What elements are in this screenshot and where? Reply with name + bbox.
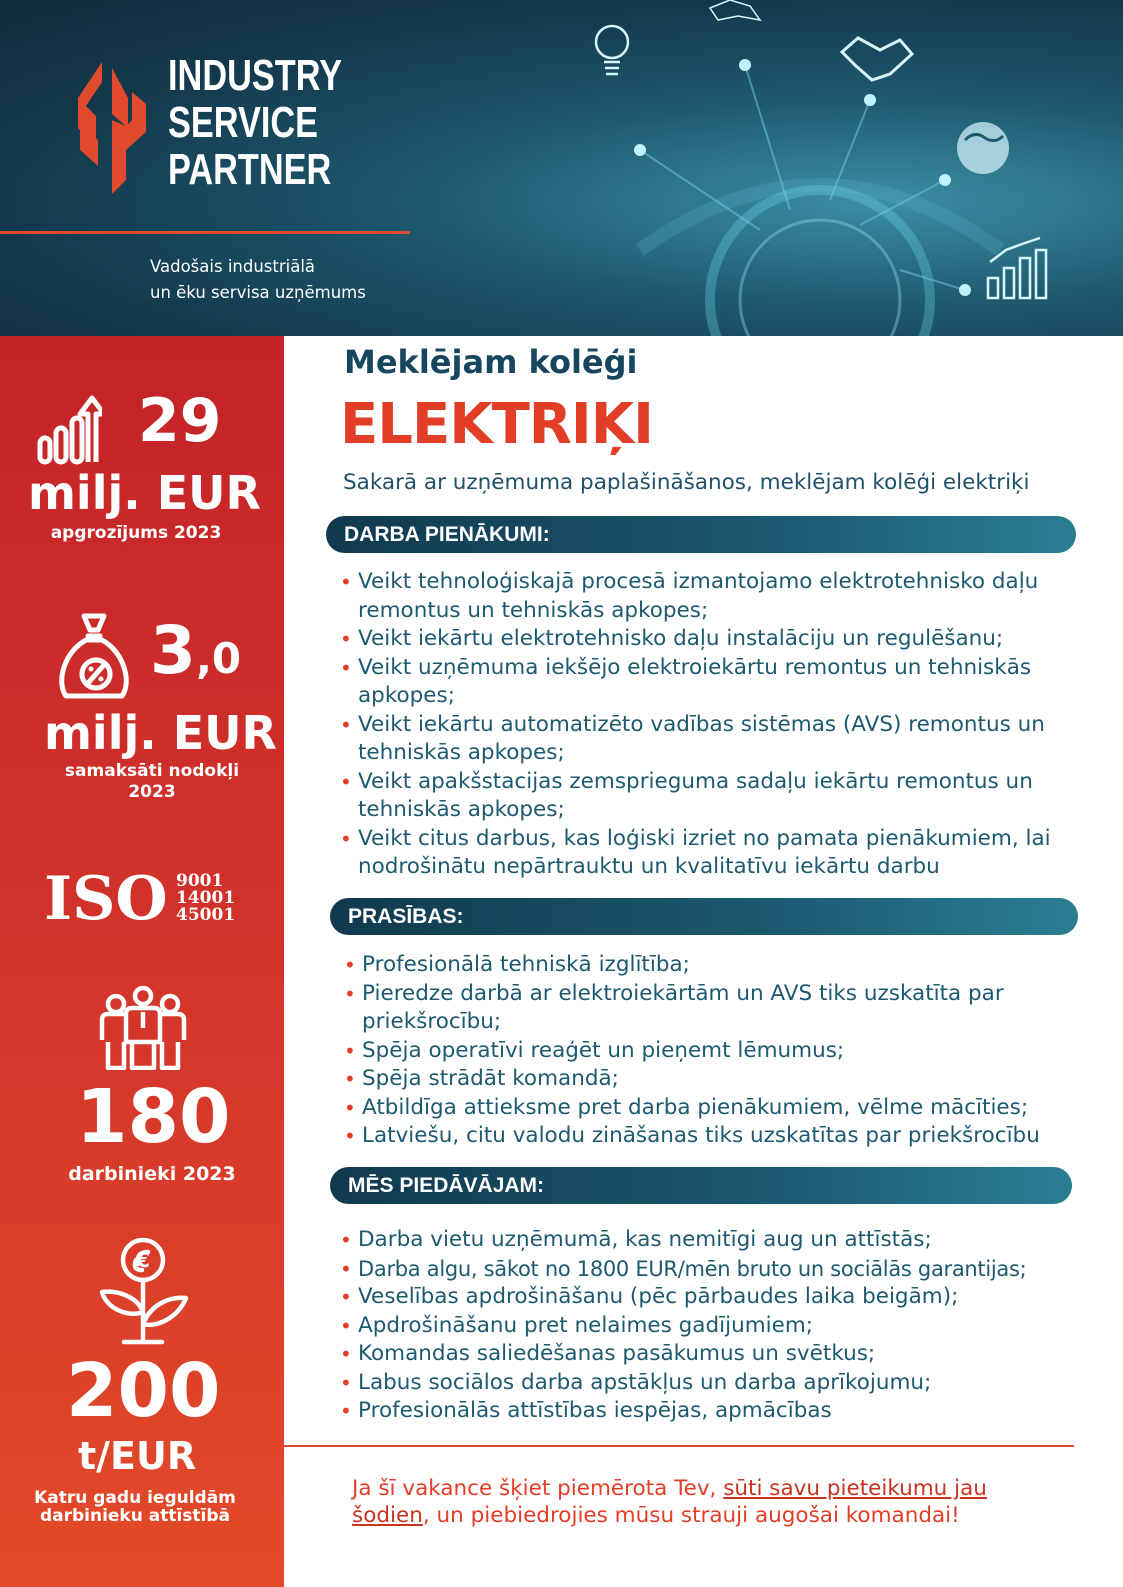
logo-line-3: PARTNER: [168, 145, 332, 194]
cta-text-after: , un piebiedrojies mūsu strauji augošai komandai!: [422, 1503, 960, 1528]
cta-text-before: Ja šī vakance šķiet piemērota Tev,: [352, 1476, 724, 1501]
list-item: • Spēja operatīvi reaģēt un pieņemt lēmumus;: [344, 1037, 1070, 1066]
network-brain-icon: [710, 0, 760, 20]
page-subheading: Meklējam kolēģi: [344, 343, 638, 381]
growth-chart-icon: [36, 394, 102, 466]
turnover-caption: apgrozījums 2023: [50, 523, 222, 543]
turnover-unit: milj. EUR: [28, 466, 261, 520]
investment-caption-line-1: Katru gadu ieguldām: [34, 1488, 236, 1508]
investment-value: 200: [66, 1348, 221, 1434]
page-title: ELEKTRIĶI: [340, 392, 653, 457]
turnover-value: 29: [138, 386, 222, 456]
taxes-caption: [0, 761, 304, 803]
section-offer-header: MĒS PIEDĀVĀJAM:: [330, 1167, 1072, 1204]
footer-divider: [284, 1445, 1074, 1447]
intro-text: Sakarā ar uzņēmuma paplašināšanos, meklējam kolēģi elektriķi: [343, 470, 1030, 495]
list-item: • Apdrošināšanu pret nelaimes gadījumiem;: [340, 1312, 1110, 1341]
tagline-line-2: un ēku servisa uzņēmums: [150, 283, 366, 302]
investment-caption: [0, 1489, 270, 1525]
company-logo-mark: [72, 58, 152, 198]
list-item: • Profesionālā tehniskā izglītība;: [344, 951, 1070, 980]
list-item: • Veikt citus darbus, kas loģiski izriet no pamata pienākumiem, lai nodrošinātu nepārtrauktu un kvalitatīvu iekārtu darbu: [340, 825, 1070, 882]
list-item: • Veikt tehnoloģiskajā procesā izmantojamo elektrotehnisko daļu remontus un tehniskās apkopes;: [340, 568, 1070, 625]
investment-caption-line-2: darbinieku attīstībā: [39, 1506, 231, 1526]
stats-panel: [0, 336, 284, 1587]
taxes-caption-line-2: 2023: [128, 782, 176, 802]
team-people-icon: [98, 984, 188, 1070]
list-item: • Labus sociālos darba apstākļus un darba aprīkojumu;: [340, 1369, 1110, 1398]
taxes-value-main: 3: [150, 612, 196, 689]
apply-link[interactable]: sūti savu pieteikumu jau šodien: [352, 1476, 987, 1528]
list-item: • Veselības apdrošināšanu (pēc pārbaudes laika beigām);: [340, 1283, 1110, 1312]
taxes-caption-line-1: samaksāti nodokļi: [64, 761, 240, 781]
list-item: • Latviešu, citu valodu zināšanas tiks uzskatītas par priekšrocību: [344, 1122, 1070, 1151]
iso-code-9001: 9001: [176, 871, 224, 891]
taxes-unit: milj. EUR: [44, 706, 277, 760]
taxes-value-decimal: ,0: [195, 634, 242, 683]
list-item: • Komandas saliedēšanas pasākumus un svētkus;: [340, 1340, 1110, 1369]
logo-line-1: INDUSTRY: [168, 51, 343, 100]
taxes-value: [150, 612, 241, 689]
globe-icon: [957, 122, 1009, 174]
lightbulb-icon: [596, 26, 628, 74]
list-item: • Spēja strādāt komandā;: [344, 1065, 1070, 1094]
list-item: • Veikt uzņēmuma iekšējo elektroiekārtu remontus un tehniskās apkopes;: [340, 654, 1070, 711]
company-logo-text: [168, 52, 342, 193]
iso-label: ISO: [44, 864, 168, 934]
list-item: • Profesionālās attīstības iespējas, apmācības: [340, 1397, 1110, 1426]
call-to-action: [352, 1475, 1052, 1529]
iso-codes: [176, 873, 235, 924]
list-item: • Veikt iekārtu elektrotehnisko daļu instalāciju un regulēšanu;: [340, 625, 1070, 654]
requirements-list: [344, 951, 1070, 1151]
list-item: • Veikt apakšstacijas zemsprieguma sadaļu iekārtu remontus un tehniskās apkopes;: [340, 768, 1070, 825]
iso-code-14001: 14001: [176, 888, 236, 908]
list-item: • Darba algu, sākot no 1800 EUR/mēn bruto un sociālās garantijas;: [340, 1255, 1110, 1284]
logo-line-2: SERVICE: [168, 98, 319, 147]
list-item: • Pieredze darbā ar elektroiekārtām un AVS tiks uzskatīta par priekšrocību;: [344, 980, 1070, 1037]
investment-unit: t/EUR: [78, 1434, 197, 1478]
tagline: [150, 254, 366, 306]
euro-plant-icon: [98, 1236, 190, 1348]
list-item: • Darba vietu uzņēmumā, kas nemitīgi aug un attīstās;: [340, 1226, 1110, 1255]
section-requirements-header: PRASĪBAS:: [330, 898, 1078, 935]
handshake-icon: [842, 38, 912, 80]
money-bag-percent-icon: [56, 612, 132, 702]
tagline-line-1: Vadošais industriālā: [150, 257, 316, 276]
list-item: • Atbildīga attieksme pret darba pienākumiem, vēlme mācīties;: [344, 1094, 1070, 1123]
iso-code-45001: 45001: [176, 905, 236, 925]
offer-list: [340, 1226, 1110, 1426]
employees-caption: darbinieki 2023: [68, 1163, 236, 1185]
list-item: • Veikt iekārtu automatizēto vadības sistēmas (AVS) remontus un tehniskās apkopes;: [340, 711, 1070, 768]
header-banner: [0, 0, 1123, 336]
header-divider: [0, 231, 410, 234]
duties-list: [340, 568, 1070, 882]
svg-text:€: €: [136, 1248, 150, 1272]
employees-value: 180: [76, 1074, 231, 1160]
section-duties-header: DARBA PIENĀKUMI:: [326, 516, 1076, 553]
